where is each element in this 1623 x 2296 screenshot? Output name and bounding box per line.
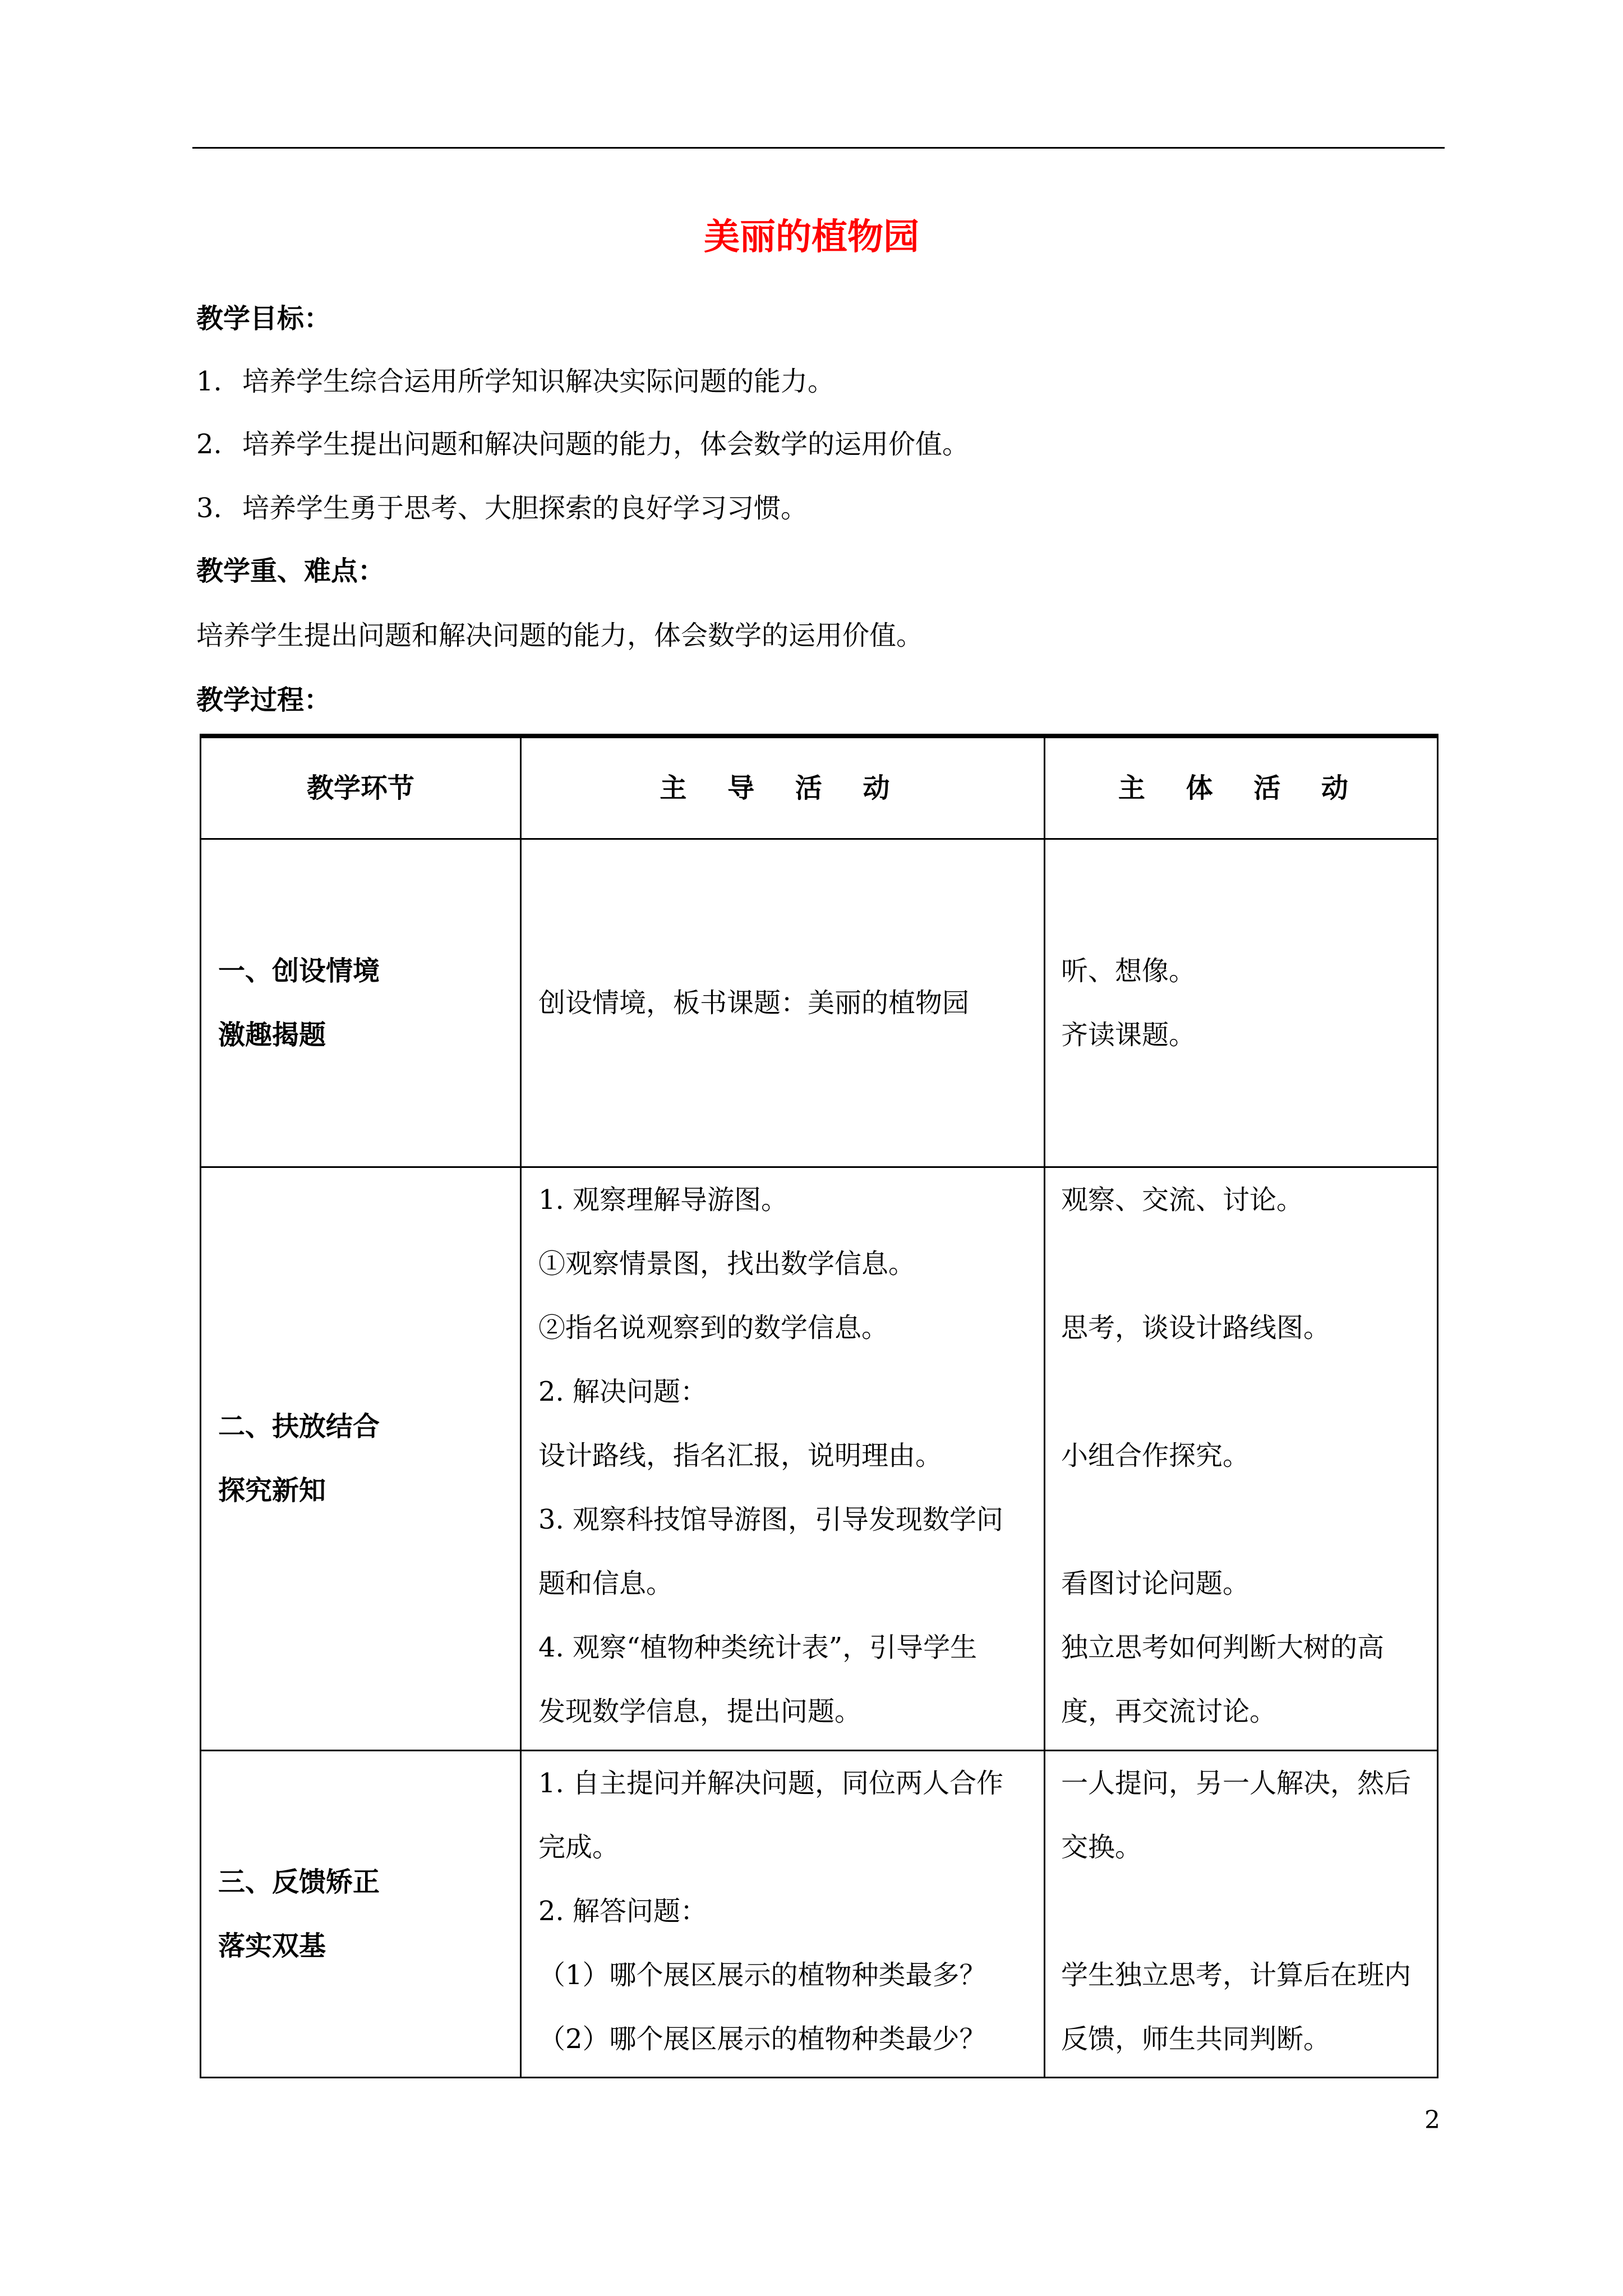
leading-activity-line: ②指名说观察到的数学信息。 (538, 1312, 889, 1343)
key-points-heading: 教学重、难点： (196, 555, 385, 587)
leading-activity-line: 题和信息。 (538, 1567, 674, 1599)
student-activity-line: 思考，谈设计路线图。 (1061, 1312, 1331, 1343)
leading-activity-line: 2. 解决问题： (538, 1375, 708, 1407)
column-header-text: 主 体 活 动 (1118, 772, 1364, 804)
leading-activity-line: 创设情境，板书课题：美丽的植物园 (538, 987, 970, 1019)
column-header (1045, 736, 1438, 839)
leading-activity-cell (521, 839, 1045, 1167)
column-header-text: 主 导 活 动 (660, 772, 906, 804)
leading-activity-line: 1. 自主提问并解决问题，同位两人合作 (538, 1767, 1004, 1799)
leading-activity-line: 2. 解答问题： (538, 1895, 708, 1927)
process-heading: 教学过程： (196, 684, 331, 716)
student-activity-line: 度，再交流讨论。 (1061, 1695, 1277, 1727)
objective-number: 1. (196, 366, 222, 397)
student-activity-line: 交换。 (1061, 1831, 1142, 1863)
table-header-row (201, 736, 1438, 839)
leading-activity-cell (521, 1167, 1045, 1750)
student-activity-cell (1045, 1750, 1438, 2077)
column-header-text: 教学环节 (306, 772, 414, 804)
leading-activity-line: 发现数学信息，提出问题。 (538, 1695, 862, 1727)
leading-activity-line: 1. 观察理解导游图。 (538, 1184, 789, 1216)
key-points-text: 培养学生提出问题和解决问题的能力，体会数学的运用价值。 (196, 620, 924, 651)
stage-cell (201, 1167, 521, 1750)
stage-subtitle: 激趣揭题 (218, 1019, 326, 1051)
objective-number: 2. (196, 429, 222, 460)
stage-subtitle: 探究新知 (218, 1475, 326, 1506)
objective-text: 培养学生综合运用所学知识解决实际问题的能力。 (242, 366, 835, 397)
objective-item (196, 427, 969, 461)
leading-activity-line: ①观察情景图，找出数学信息。 (538, 1248, 916, 1280)
student-activity-line: 看图讨论问题。 (1061, 1567, 1250, 1599)
stage-cell (201, 839, 521, 1167)
document-title: 美丽的植物园 (704, 217, 919, 258)
student-activity-line: 小组合作探究。 (1061, 1439, 1250, 1471)
leading-activity-line: 3. 观察科技馆导游图，引导发现数学问 (538, 1503, 1004, 1535)
objective-item (196, 365, 834, 398)
stage-title: 三、反馈矫正 (218, 1866, 380, 1898)
student-activity-line: 学生独立思考，计算后在班内 (1061, 1959, 1412, 1991)
page-number: 2 (1424, 2106, 1440, 2134)
student-activity-cell (1045, 839, 1438, 1167)
column-header (521, 736, 1045, 839)
table-row (201, 1167, 1438, 1750)
leading-activity-line: 设计路线，指名汇报，说明理由。 (538, 1439, 943, 1471)
objectives-heading: 教学目标： (196, 303, 331, 334)
leading-activity-line: 完成。 (538, 1831, 620, 1863)
header-rule (192, 147, 1445, 149)
stage-title: 二、扶放结合 (218, 1411, 380, 1442)
objective-text: 培养学生提出问题和解决问题的能力，体会数学的运用价值。 (242, 429, 970, 460)
leading-activity-cell (521, 1750, 1045, 2077)
objective-text: 培养学生勇于思考、大胆探索的良好学习习惯。 (242, 493, 808, 524)
table-row (201, 839, 1438, 1167)
leading-activity-line: （1）哪个展区展示的植物种类最多？ (538, 1959, 986, 1991)
student-activity-line: 一人提问，另一人解决，然后 (1061, 1767, 1412, 1799)
table-row (201, 1750, 1438, 2077)
student-activity-line: 听、想像。 (1061, 955, 1196, 987)
student-activity-line: 反馈，师生共同判断。 (1061, 2023, 1331, 2055)
column-header (201, 736, 521, 839)
student-activity-line: 观察、交流、讨论。 (1061, 1184, 1304, 1216)
leading-activity-line: （2）哪个展区展示的植物种类最少？ (538, 2023, 986, 2055)
stage-subtitle: 落实双基 (218, 1930, 326, 1962)
objective-item (196, 491, 808, 525)
leading-activity-line: 4. 观察“植物种类统计表”，引导学生 (538, 1631, 978, 1663)
stage-cell (201, 1750, 521, 2077)
student-activity-cell (1045, 1167, 1438, 1750)
objective-number: 3. (196, 493, 222, 524)
stage-title: 一、创设情境 (218, 955, 380, 987)
student-activity-line: 齐读课题。 (1061, 1019, 1196, 1051)
student-activity-line: 独立思考如何判断大树的高 (1061, 1631, 1385, 1663)
teaching-process-table (200, 734, 1438, 2078)
